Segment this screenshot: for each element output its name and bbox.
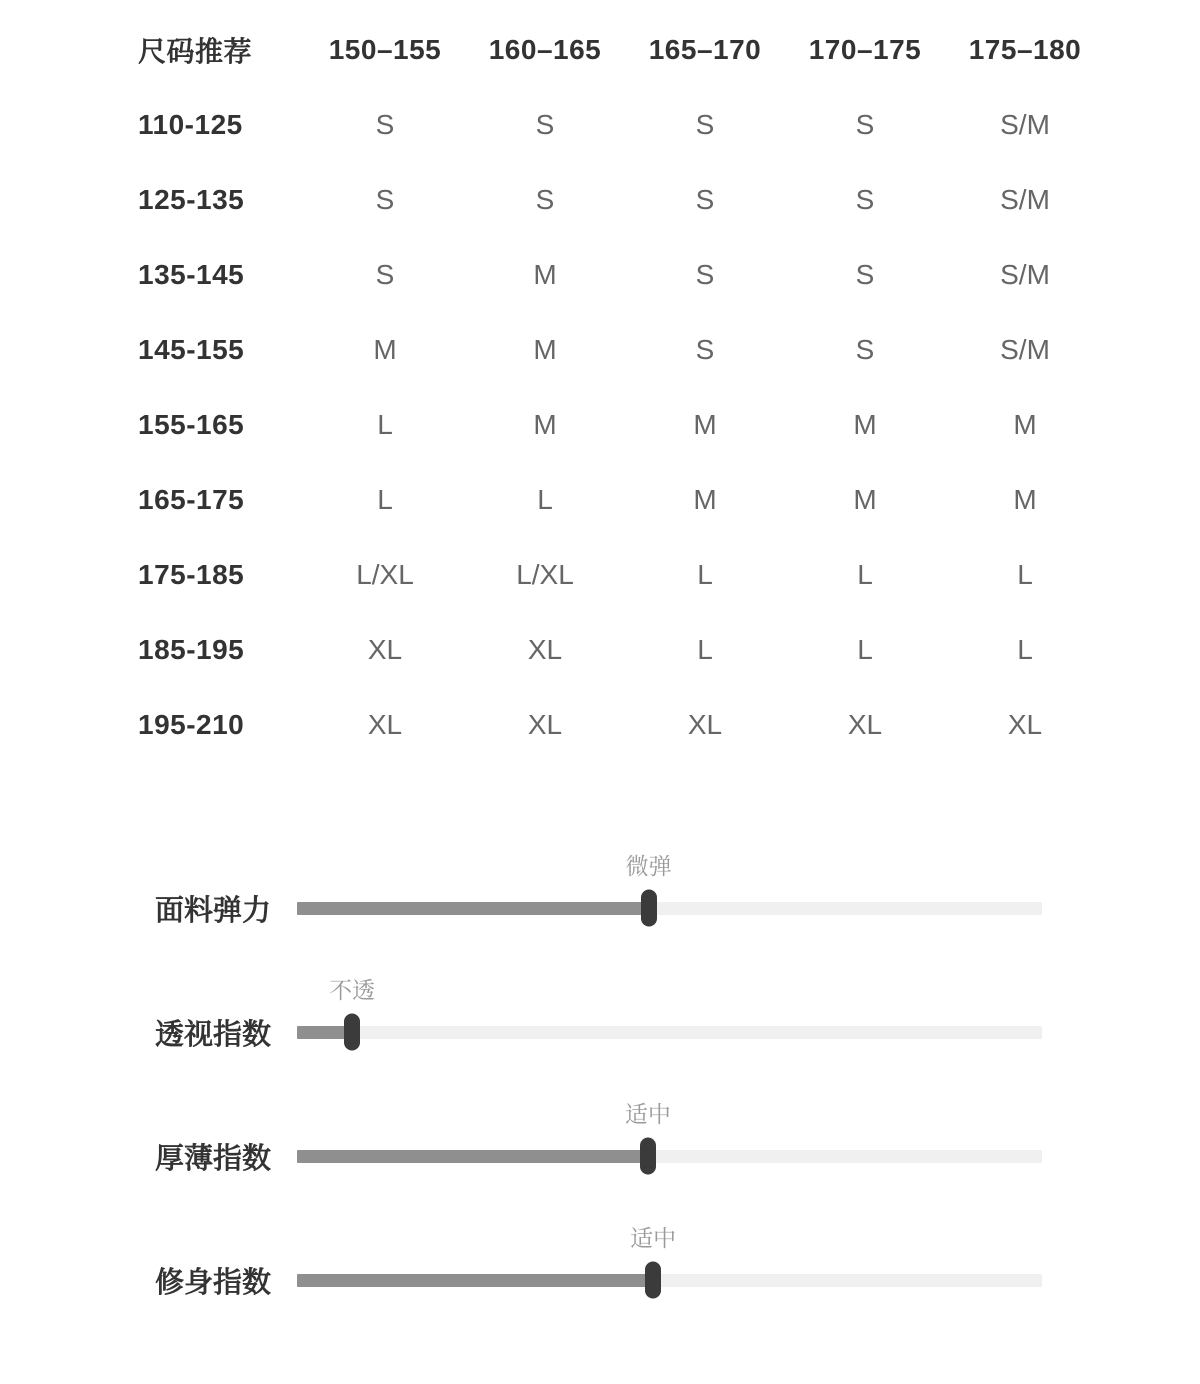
size-cell: M <box>693 408 717 440</box>
size-cell: M <box>1013 408 1037 440</box>
size-cell: XL <box>847 708 883 740</box>
slider-value-label: 微弹 <box>625 853 672 879</box>
weight-row-label: 145-155 <box>138 333 245 365</box>
size-cell: S <box>855 108 875 140</box>
weight-row-label: 135-145 <box>138 258 245 290</box>
slider-track-wrap <box>297 1218 1042 1342</box>
size-cell: L <box>697 633 713 665</box>
slider-track-wrap <box>297 970 1042 1094</box>
slider-track <box>297 1150 1042 1163</box>
slider-value-label: 适中 <box>630 1225 677 1251</box>
size-cell: L <box>697 558 713 590</box>
slider-name-label: 厚薄指数 <box>155 1142 272 1175</box>
slider-name-label: 面料弹力 <box>155 894 272 927</box>
slider-name-label: 透视指数 <box>155 1018 272 1051</box>
size-cell: S <box>695 183 715 215</box>
size-cell: XL <box>367 708 403 740</box>
size-cell: M <box>533 408 557 440</box>
size-cell: M <box>853 483 877 515</box>
size-cell: S/M <box>1000 258 1050 290</box>
size-cell: M <box>533 258 557 290</box>
height-column-header: 150–155 <box>328 33 442 65</box>
slider-track <box>297 1026 1042 1039</box>
table-row <box>138 387 1105 462</box>
size-table-body <box>138 87 1105 762</box>
slider-handle <box>641 890 657 927</box>
table-row <box>138 687 1105 762</box>
size-cell: S <box>695 258 715 290</box>
size-cell: M <box>533 333 557 365</box>
size-cell: L <box>537 483 553 515</box>
size-cell: XL <box>527 708 563 740</box>
size-cell: L <box>377 408 393 440</box>
size-cell: M <box>853 408 877 440</box>
weight-row-label: 175-185 <box>138 558 245 590</box>
table-row <box>138 162 1105 237</box>
weight-row-label: 125-135 <box>138 183 245 215</box>
size-cell: S <box>375 108 395 140</box>
size-cell: S/M <box>1000 333 1050 365</box>
height-column-header: 165–170 <box>648 33 762 65</box>
slider-track <box>297 902 1042 915</box>
size-cell: S <box>695 108 715 140</box>
table-title: 尺码推荐 <box>138 35 253 67</box>
size-cell: S <box>375 258 395 290</box>
slider-track-wrap <box>297 1094 1042 1218</box>
height-column-header: 175–180 <box>968 33 1082 65</box>
table-row <box>138 612 1105 687</box>
size-cell: L/XL <box>516 558 574 590</box>
slider-handle <box>645 1262 661 1299</box>
slider-row <box>0 846 1200 970</box>
weight-row-label: 185-195 <box>138 633 245 665</box>
size-cell: L <box>1017 558 1033 590</box>
slider-row <box>0 1218 1200 1342</box>
weight-row-label: 165-175 <box>138 483 245 515</box>
slider-fill <box>297 1150 648 1163</box>
slider-value-label: 不透 <box>329 977 376 1003</box>
size-cell: L/XL <box>356 558 414 590</box>
weight-row-label: 110-125 <box>138 108 243 140</box>
size-cell: M <box>1013 483 1037 515</box>
size-cell: XL <box>1007 708 1043 740</box>
table-row <box>138 312 1105 387</box>
table-row <box>138 237 1105 312</box>
slider-fill <box>297 902 649 915</box>
slider-handle <box>344 1014 360 1051</box>
slider-track <box>297 1274 1042 1287</box>
slider-handle <box>640 1138 656 1175</box>
size-cell: S/M <box>1000 108 1050 140</box>
slider-fill <box>297 1274 653 1287</box>
size-cell: XL <box>687 708 723 740</box>
size-cell: L <box>377 483 393 515</box>
size-cell: S/M <box>1000 183 1050 215</box>
weight-row-label: 155-165 <box>138 408 245 440</box>
weight-row-label: 195-210 <box>138 708 245 740</box>
table-row <box>138 462 1105 537</box>
size-cell: XL <box>527 633 563 665</box>
size-cell: S <box>535 108 555 140</box>
size-cell: L <box>1017 633 1033 665</box>
size-cell: S <box>855 183 875 215</box>
size-cell: S <box>695 333 715 365</box>
table-header-row <box>138 12 1105 87</box>
size-cell: S <box>855 333 875 365</box>
size-cell: L <box>857 558 873 590</box>
slider-value-label: 适中 <box>624 1101 671 1127</box>
slider-name-label: 修身指数 <box>155 1266 272 1299</box>
size-cell: M <box>693 483 717 515</box>
size-cell: S <box>535 183 555 215</box>
size-cell: L <box>857 633 873 665</box>
slider-row <box>0 1094 1200 1218</box>
height-column-header: 170–175 <box>808 33 922 65</box>
slider-track-wrap <box>297 846 1042 970</box>
slider-row <box>0 970 1200 1094</box>
size-cell: S <box>855 258 875 290</box>
size-cell: M <box>373 333 397 365</box>
indicator-sliders <box>0 846 1200 1342</box>
size-cell: XL <box>367 633 403 665</box>
table-row <box>138 537 1105 612</box>
table-row <box>138 87 1105 162</box>
size-cell: S <box>375 183 395 215</box>
height-column-header: 160–165 <box>488 33 602 65</box>
